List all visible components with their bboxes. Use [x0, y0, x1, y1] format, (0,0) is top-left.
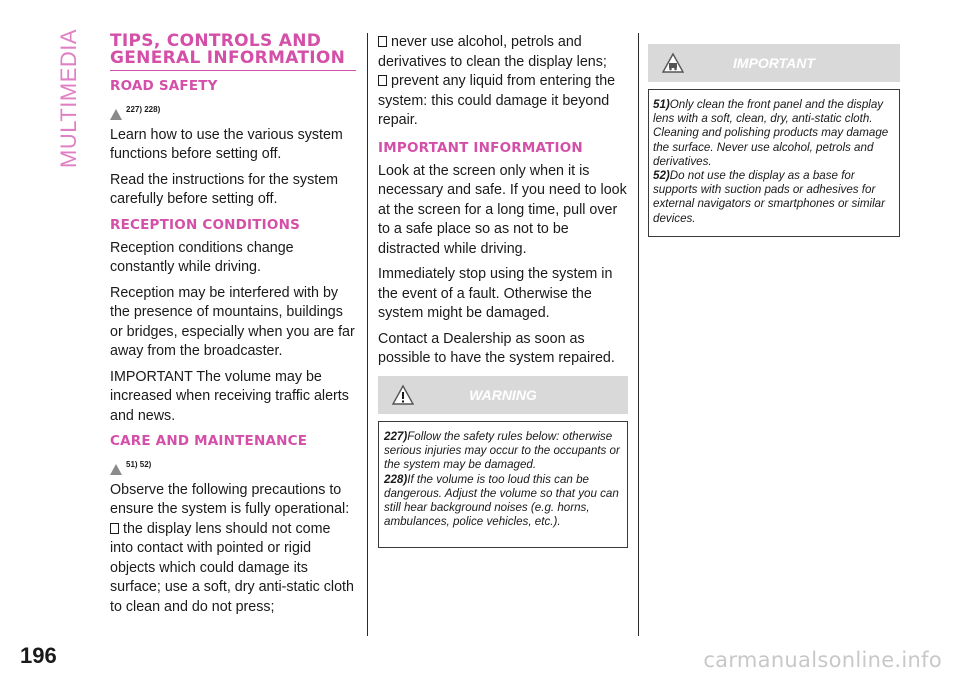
- warning-box-body: [378, 421, 628, 548]
- paragraph: Observe the following precautions to ensure the system is fully operational:: [110, 481, 350, 517]
- title-rule: [110, 70, 356, 71]
- paragraph: Immediately stop using the system in the event of a fault. Otherwise the system might be damaged.: [378, 266, 613, 321]
- bullet-item: never use alcohol, petrols and derivatives to clean the display lens;: [378, 34, 607, 70]
- checkbox-bullet-icon: [378, 36, 387, 47]
- warning-triangle-icon: [110, 109, 122, 120]
- ref-numbers: 51) 52): [126, 460, 152, 469]
- important-item: 52)Do not use the display as a base for supports with suction pads or adhesives for external navigators or smartphones or similar devices.: [653, 169, 885, 225]
- paragraph: Reception conditions change constantly while driving.: [110, 239, 294, 275]
- caution-triangle-icon: [110, 464, 122, 475]
- ref-numbers: 227) 228): [126, 105, 161, 114]
- paragraph: Look at the screen only when it is necessary and safe. If you need to look at the screen for a long time, pull over to a safe place so as not to be distracted while driving.: [378, 162, 627, 257]
- bullet-item: the display lens should not come into contact with pointed or rigid objects which could damage its surface; use a soft, dry anti-static cloth to clean and do not press;: [110, 520, 354, 615]
- warning-item: 228)If the volume is too loud this can be dangerous. Adjust the volume so that you can still hear background noises (e.g. horns, ambulances, police vehicles, etc.).: [384, 472, 619, 529]
- paragraph: Learn how to use the various system functions before setting off.: [110, 126, 343, 162]
- page-number: 196: [20, 643, 57, 668]
- paragraph: Reception may be interfered with by the presence of mountains, buildings or bridges, especially when you are far away from the broadcaster.: [110, 284, 355, 359]
- column-1: [110, 33, 356, 623]
- bullet-item: prevent any liquid from entering the system: this could damage it beyond repair.: [378, 73, 616, 128]
- column-2: [378, 33, 628, 375]
- warning-label: WARNING: [469, 387, 537, 403]
- warning-box-header: [378, 376, 628, 414]
- reception-heading: RECEPTION CONDITIONS: [110, 216, 300, 233]
- section-side-label: MULTIMEDIA: [56, 28, 81, 168]
- caution-refs: [110, 455, 356, 475]
- warning-item: 227)Follow the safety rules below: otherwise serious injuries may occur to the occupants or the system may be damaged.: [384, 430, 620, 472]
- column-divider: [638, 33, 639, 636]
- important-item: 51)Only clean the front panel and the display lens with a soft, clean, dry, anti-static cloth. Cleaning and polishing products may damage the surface. Never use alcohol, petrols and derivatives.: [653, 98, 889, 168]
- paragraph: Contact a Dealership as soon as possible to have the system repaired.: [378, 330, 615, 366]
- checkbox-bullet-icon: [378, 75, 387, 86]
- warning-box: [378, 376, 628, 548]
- important-box-body: [648, 89, 900, 237]
- paragraph: IMPORTANT The volume may be increased when receiving traffic alerts and news.: [110, 368, 349, 424]
- care-heading: CARE AND MAINTENANCE: [110, 433, 308, 449]
- road-safety-heading: ROAD SAFETY: [110, 78, 218, 94]
- important-box: [648, 44, 900, 237]
- paragraph: Read the instructions for the system carefully before setting off.: [110, 171, 339, 207]
- warning-refs: [110, 100, 356, 120]
- important-info-heading: IMPORTANT INFORMATION: [378, 139, 583, 156]
- important-box-header: [648, 44, 900, 82]
- important-label: IMPORTANT: [733, 55, 815, 71]
- checkbox-bullet-icon: [110, 523, 119, 534]
- watermark: carmanualsonline.info: [703, 648, 942, 672]
- page-title: TIPS, CONTROLS AND GENERAL INFORMATION: [110, 31, 346, 68]
- column-divider: [367, 33, 368, 636]
